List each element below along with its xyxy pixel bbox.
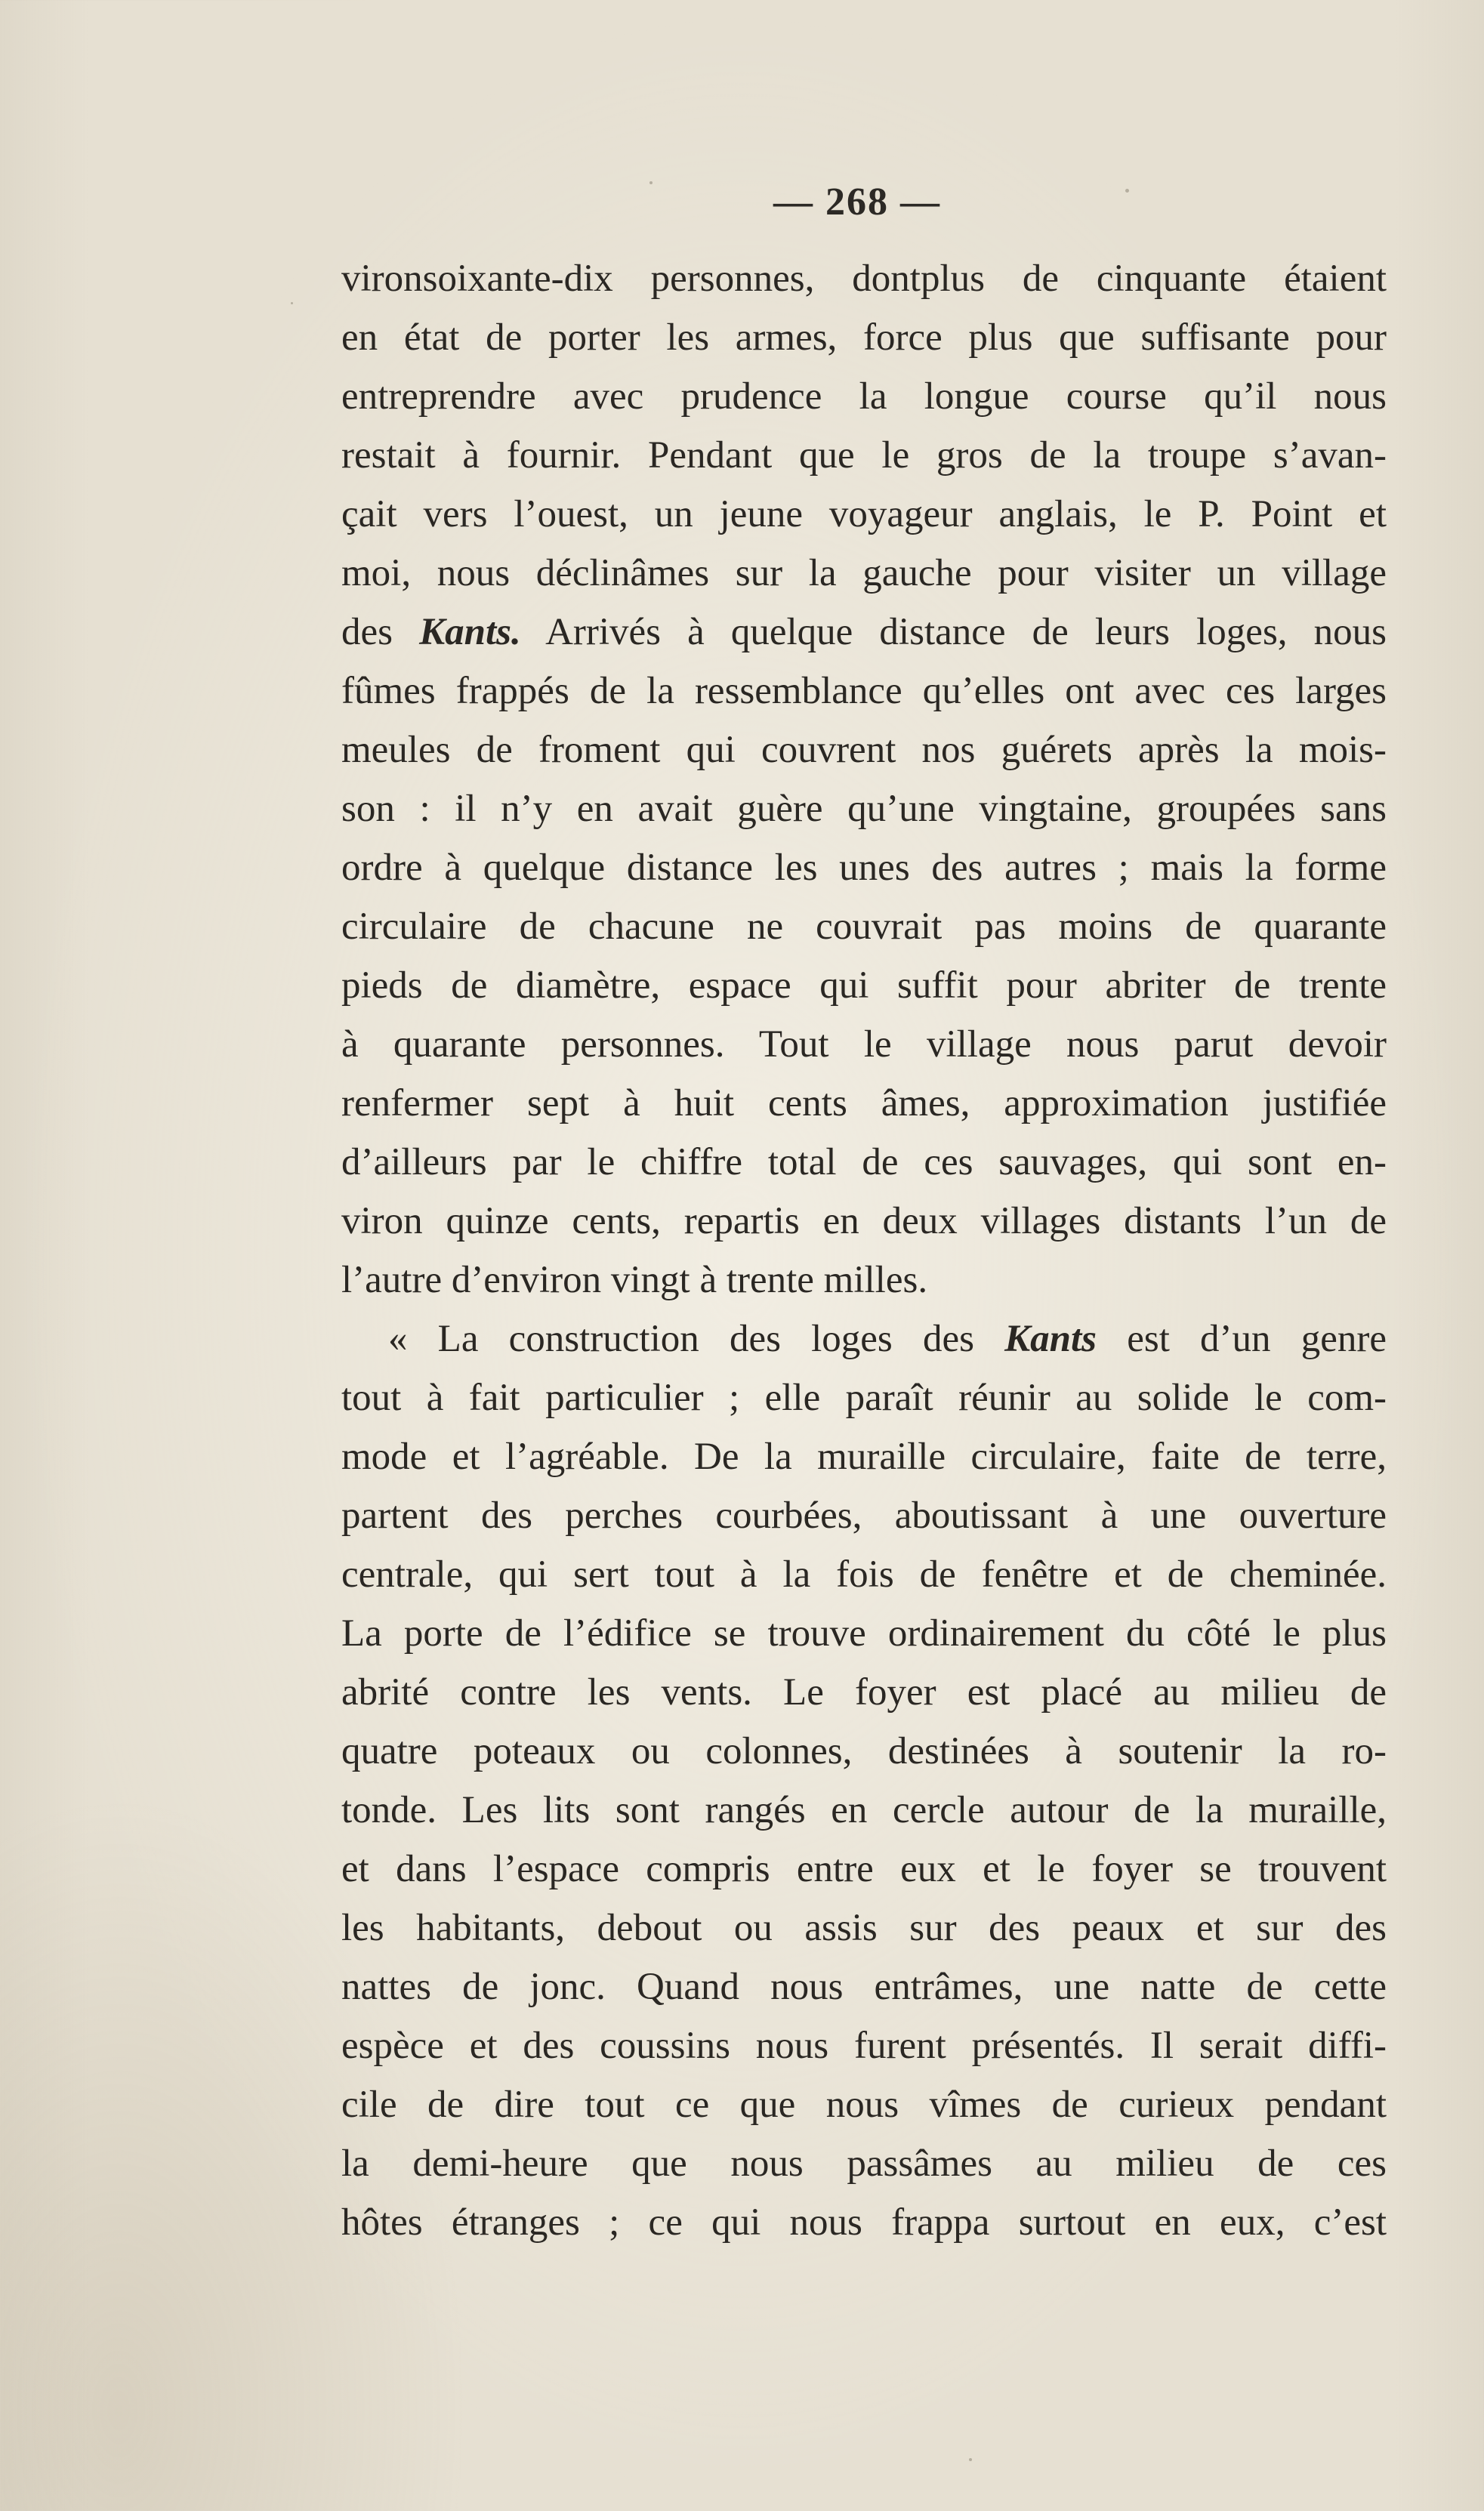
text-line: meules de froment qui couvrent nos guérets après la mois- <box>341 729 1387 771</box>
text-line: « La construction des loges des Kants est d’un genre <box>388 1318 1387 1360</box>
text-line: son : il n’y en avait guère qu’une vingtaine, groupées sans <box>341 788 1387 830</box>
text-line: tout à fait particulier ; elle paraît réunir au solide le com- <box>341 1377 1387 1419</box>
text-line: les habitants, debout ou assis sur des peaux et sur des <box>341 1907 1387 1949</box>
body-text <box>341 249 1387 2252</box>
paper-speck <box>969 2458 972 2461</box>
text-line: pieds de diamètre, espace qui suffit pour abriter de trente <box>341 964 1387 1007</box>
text-line: renfermer sept à huit cents âmes, approximation justifiée <box>341 1082 1387 1124</box>
text-line: la demi-heure que nous passâmes au milieu de ces <box>341 2142 1387 2185</box>
text-line: fûmes frappés de la ressemblance qu’elles ont avec ces larges <box>341 670 1387 712</box>
text-line: et dans l’espace compris entre eux et le foyer se trouvent <box>341 1848 1387 1890</box>
text-line: en état de porter les armes, force plus que suffisante pour <box>341 316 1387 359</box>
text-line: viron quinze cents, repartis en deux villages distants l’un de <box>341 1200 1387 1242</box>
text-line: centrale, qui sert tout à la fois de fenêtre et de cheminée. <box>341 1553 1387 1596</box>
text-line: à quarante personnes. Tout le village nous parut devoir <box>341 1023 1387 1066</box>
text-line: La porte de l’édifice se trouve ordinairement du côté le plus <box>341 1612 1387 1655</box>
text-line: abrité contre les vents. Le foyer est placé au milieu de <box>341 1671 1387 1714</box>
emphasized-word: Kants <box>1004 1318 1097 1360</box>
text-line: tonde. Les lits sont rangés en cercle autour de la muraille, <box>341 1789 1387 1831</box>
text-line: hôtes étranges ; ce qui nous frappa surtout en eux, c’est <box>341 2201 1387 2244</box>
text-line: espèce et des coussins nous furent présentés. Il serait diffi- <box>341 2025 1387 2067</box>
text-line: vironsoixante-dix personnes, dontplus de cinquante étaient <box>341 258 1387 300</box>
text-line: restait à fournir. Pendant que le gros de la troupe s’avan- <box>341 434 1387 477</box>
text-line: circulaire de chacune ne couvrait pas moins de quarante <box>341 905 1387 948</box>
text-line: nattes de jonc. Quand nous entrâmes, une natte de cette <box>341 1966 1387 2008</box>
paper-speck <box>649 181 653 184</box>
page-number: — 268 — <box>773 180 941 224</box>
text-line: des Kants. Arrivés à quelque distance de leurs loges, nous <box>341 611 1387 653</box>
text-line: l’autre d’environ vingt à trente milles. <box>341 1259 928 1301</box>
text-line: partent des perches courbées, aboutissant à une ouverture <box>341 1495 1387 1537</box>
text-line: cile de dire tout ce que nous vîmes de curieux pendant <box>341 2084 1387 2126</box>
text-line: mode et l’agréable. De la muraille circulaire, faite de terre, <box>341 1436 1387 1478</box>
paper-speck <box>1125 189 1129 193</box>
paper-speck <box>291 302 293 304</box>
text-line: çait vers l’ouest, un jeune voyageur anglais, le P. Point et <box>341 493 1387 535</box>
text-line: moi, nous déclinâmes sur la gauche pour visiter un village <box>341 552 1387 594</box>
text-line: quatre poteaux ou colonnes, destinées à soutenir la ro- <box>341 1730 1387 1772</box>
text-line: entreprendre avec prudence la longue course qu’il nous <box>341 375 1387 418</box>
text-line: d’ailleurs par le chiffre total de ces sauvages, qui sont en- <box>341 1141 1387 1183</box>
emphasized-word: Kants. <box>419 611 521 653</box>
text-line: ordre à quelque distance les unes des autres ; mais la forme <box>341 847 1387 889</box>
